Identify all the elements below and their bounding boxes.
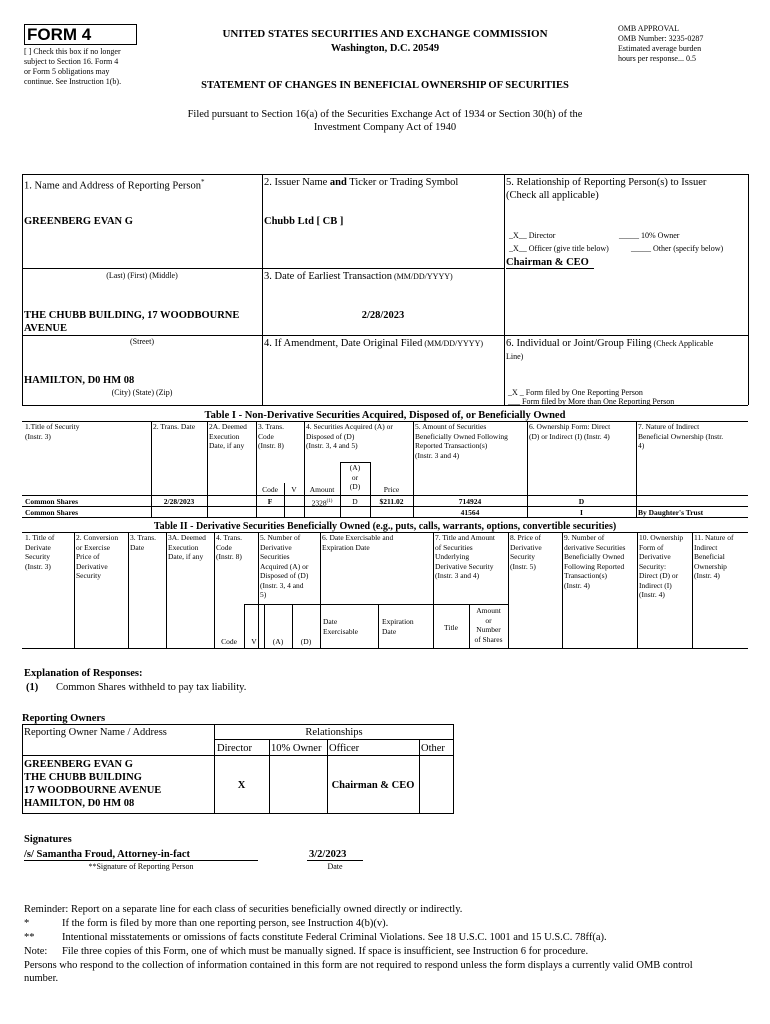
reporting-person-name: GREENBERG EVAN G bbox=[24, 216, 133, 227]
t1-header-deemed: 2A. Deemed Execution Date, if any bbox=[209, 422, 247, 450]
t2-sub-a: (A) bbox=[272, 637, 284, 646]
t2-header-exercisable: 6. Date Exercisable and Expiration Date bbox=[322, 533, 394, 552]
t2-header-conversion: 2. Conversion or Exercise Price of Derivative Security bbox=[76, 533, 119, 580]
owners-col-name: Reporting Owner Name / Address bbox=[24, 727, 167, 738]
city-value: HAMILTON, D0 HM 08 bbox=[24, 375, 135, 386]
box6-label: 6. Individual or Joint/Group Filing (Check Applicable Line) bbox=[506, 338, 714, 361]
signer-name: /s/ Samantha Froud, Attorney-in-fact bbox=[24, 849, 191, 860]
owners-line bbox=[327, 739, 328, 814]
t2-header-code: 4. Trans. Code (Instr. 8) bbox=[216, 533, 243, 561]
check-box-text: [ ] Check this box if no longer subject to Section 16. Form 4 or Form 5 obligations may continue. See Instruction 1(b). bbox=[24, 47, 122, 86]
t1-row0-form: D bbox=[578, 497, 585, 506]
agency-name: UNITED STATES SECURITIES AND EXCHANGE COMMISSION bbox=[222, 28, 548, 40]
more-persons-check: ___ Form filed by More than One Reporting Person bbox=[508, 397, 675, 406]
t1-row1-owned: 41564 bbox=[460, 508, 480, 517]
explanation-text: Common Shares withheld to pay tax liability. bbox=[56, 682, 247, 693]
street-label: (Street) bbox=[130, 337, 154, 346]
t1-header-form: 6. Ownership Form: Direct (D) or Indirect (I) (Instr. 4) bbox=[529, 422, 611, 441]
top-grid-line bbox=[262, 174, 263, 405]
owner-director: X bbox=[237, 780, 246, 791]
t2-header-owned: 9. Number of derivative Securities Beneficially Owned Following Reported Transaction(s) (Instr. 4) bbox=[564, 533, 626, 590]
t2-header-deemed: 3A. Deemed Execution Date, if any bbox=[168, 533, 206, 561]
top-grid-line bbox=[22, 335, 748, 336]
box3-label: 3. Date of Earliest Transaction (MM/DD/YYYY) bbox=[264, 271, 453, 282]
omb-approval: OMB APPROVAL OMB Number: 3235-0287 Estimated average burden hours per response... 0.5 bbox=[618, 24, 704, 63]
t2-sub-code: Code bbox=[221, 637, 237, 646]
t2-header-price: 8. Price of Derivative Security (Instr. 5) bbox=[510, 533, 542, 571]
city-label: (City) (State) (Zip) bbox=[111, 388, 173, 397]
agency-city: Washington, D.C. 20549 bbox=[330, 43, 440, 54]
t1-sub-amount: Amount bbox=[309, 485, 335, 494]
t2-sub-expiration: Expiration Date bbox=[382, 617, 414, 636]
signature-label: **Signature of Reporting Person bbox=[88, 862, 194, 871]
table1-title: Table I - Non-Derivative Securities Acquired, Disposed of, or Beneficially Owned bbox=[204, 410, 566, 421]
explanation-heading: Explanation of Responses: bbox=[24, 668, 143, 679]
t2-header-title: 1. Title of Derivate Security (Instr. 3) bbox=[25, 533, 55, 571]
t2-sub-date-exercisable: Date Exercisable bbox=[323, 617, 358, 636]
t1-sub-code: Code bbox=[262, 485, 278, 494]
t1-row0-aord: D bbox=[352, 497, 358, 506]
note-text: If the form is filed by more than one reporting person, see Instruction 4(b)(v). bbox=[62, 918, 389, 929]
owners-heading: Reporting Owners bbox=[22, 713, 106, 724]
owners-line bbox=[22, 755, 454, 756]
reminder: Reminder: Report on a separate line for each class of securities beneficially owned directly or indirectly. bbox=[24, 904, 463, 915]
t1-sub-price: Price bbox=[383, 485, 400, 494]
one-person-check: _X _ Form filed by One Reporting Person bbox=[508, 388, 643, 397]
t1-row0-amount: 2328$^{(1)}$ bbox=[311, 498, 333, 508]
owners-line bbox=[214, 739, 454, 740]
box1-label: 1. Name and Address of Reporting Person* bbox=[24, 178, 205, 192]
table2-title: Table II - Derivative Securities Beneficially Owned (e.g., puts, calls, warrants, options, convertible securities) bbox=[153, 521, 617, 532]
t2-header-underlying: 7. Title and Amount of Securities Underlying Derivative Security (Instr. 3 and 4) bbox=[435, 533, 496, 580]
t2-header-number: 5. Number of Derivative Securities Acquired (A) or Disposed of (D) (Instr. 3, 4 and 5) bbox=[260, 533, 309, 599]
signature-line bbox=[24, 860, 258, 861]
t1-header-title: 1.Title of Security (Instr. 3) bbox=[25, 422, 80, 441]
t1-row0-code: F bbox=[267, 497, 273, 506]
owners-col-officer: Officer bbox=[329, 743, 360, 754]
officer-title: Chairman & CEO bbox=[506, 257, 589, 268]
table2-line bbox=[378, 604, 379, 648]
form-title: FORM 4 bbox=[27, 25, 92, 44]
t1-row0-date: 2/28/2023 bbox=[163, 497, 195, 506]
name-parts-label: (Last) (First) (Middle) bbox=[106, 271, 178, 280]
owner-officer: Chairman & CEO bbox=[331, 780, 415, 791]
t1-header-nature: 7. Nature of Indirect Beneficial Ownership (Instr. 4) bbox=[638, 422, 724, 450]
signature-date: 3/2/2023 bbox=[309, 849, 347, 860]
t1-header-acquired: 4. Securities Acquired (A) or Disposed of (D) (Instr. 3, 4 and 5) bbox=[306, 422, 393, 450]
t2-sub-title: Title bbox=[444, 623, 458, 632]
t1-sub-aord: (A) or (D) bbox=[349, 463, 361, 491]
date-line bbox=[307, 860, 363, 861]
issuer-name: Chubb Ltd [ CB ] bbox=[264, 216, 344, 227]
explanation-num: (1) bbox=[26, 682, 39, 693]
box2-label: 2. Issuer Name and Ticker or Trading Symbol bbox=[264, 177, 459, 188]
owners-col-director: Director bbox=[217, 743, 252, 754]
box5-label: 5. Relationship of Reporting Person(s) to Issuer (Check all applicable) bbox=[506, 177, 707, 201]
t1-row1-form: I bbox=[580, 508, 583, 517]
earliest-transaction-date: 2/28/2023 bbox=[361, 310, 405, 321]
table2-line bbox=[22, 648, 748, 649]
owners-line bbox=[269, 739, 270, 814]
top-grid-line bbox=[504, 174, 505, 405]
t1-row1-nature: By Daughter's Trust bbox=[638, 508, 704, 517]
ten-pct-check: _____ 10% Owner bbox=[619, 231, 680, 240]
t2-sub-v: V bbox=[251, 637, 257, 646]
officer-title-underline bbox=[506, 268, 594, 269]
t2-header-nature: 11. Nature of Indirect Beneficial Ownership (Instr. 4) bbox=[694, 533, 734, 580]
t2-header-date: 3. Trans. Date bbox=[130, 533, 157, 552]
director-check: _X__ Director bbox=[509, 231, 556, 240]
t2-header-form: 10. Ownership Form of Derivative Security: Direct (D) or Indirect (I) (Instr. 4) bbox=[639, 533, 684, 599]
top-grid-line bbox=[22, 268, 504, 269]
t1-header-date: 2. Trans. Date bbox=[153, 422, 196, 431]
note-mark: * bbox=[24, 918, 30, 929]
t2-sub-amount: Amount or Number of Shares bbox=[474, 606, 503, 644]
note-mark: ** bbox=[24, 932, 35, 943]
note-mark: Note: bbox=[24, 946, 48, 957]
street-address: THE CHUBB BUILDING, 17 WOODBOURNE AVENUE bbox=[24, 310, 240, 334]
t1-sub-v: V bbox=[291, 485, 297, 494]
owners-col-relationships: Relationships bbox=[305, 727, 363, 738]
other-check: _____ Other (specify below) bbox=[631, 244, 724, 253]
owners-line bbox=[419, 739, 420, 814]
note-text: Intentional misstatements or omissions of facts constitute Federal Criminal Violations. See 18 U.S.C. 1001 and 15 U.S.C. 78ff(a). bbox=[62, 932, 607, 943]
officer-check: _X__ Officer (give title below) bbox=[509, 244, 609, 253]
date-label: Date bbox=[327, 862, 343, 871]
omb-control-notice: Persons who respond to the collection of information contained in this form are not required to respond unless the form displays a currently valid OMB control number. bbox=[24, 960, 693, 984]
filed-pursuant: Filed pursuant to Section 16(a) of the Securities Exchange Act of 1934 or Section 30(h) of the Investment Company Act of 1940 bbox=[187, 109, 583, 133]
t1-row0-owned: 714924 bbox=[458, 497, 482, 506]
top-grid-line bbox=[748, 174, 749, 405]
t1-row1-title: Common Shares bbox=[25, 508, 78, 517]
note-text: File three copies of this Form, one of which must be manually signed. If space is insufficient, see Instruction 6 for procedure. bbox=[62, 946, 589, 957]
t1-header-code: 3. Trans. Code (Instr. 8) bbox=[258, 422, 285, 450]
top-grid-line bbox=[22, 174, 748, 175]
t2-sub-d: (D) bbox=[300, 637, 312, 646]
t1-row0-title: Common Shares bbox=[25, 497, 78, 506]
signatures-heading: Signatures bbox=[24, 834, 72, 845]
t1-row0-price: $211.02 bbox=[379, 497, 404, 506]
owner-address: GREENBERG EVAN G THE CHUBB BUILDING 17 WOODBOURNE AVENUE HAMILTON, D0 HM 08 bbox=[24, 759, 162, 809]
statement-title: STATEMENT OF CHANGES IN BENEFICIAL OWNERSHIP OF SECURITIES bbox=[201, 80, 569, 91]
owners-col-other: Other bbox=[421, 743, 445, 754]
box4-label: 4. If Amendment, Date Original Filed (MM/DD/YYYY) bbox=[264, 338, 484, 349]
owners-col-ten: 10% Owner bbox=[271, 743, 322, 754]
t1-header-owned: 5. Amount of Securities Beneficially Owned Following Reported Transaction(s) (Instr. 3 and 4) bbox=[415, 422, 508, 460]
top-grid-line bbox=[22, 174, 23, 405]
